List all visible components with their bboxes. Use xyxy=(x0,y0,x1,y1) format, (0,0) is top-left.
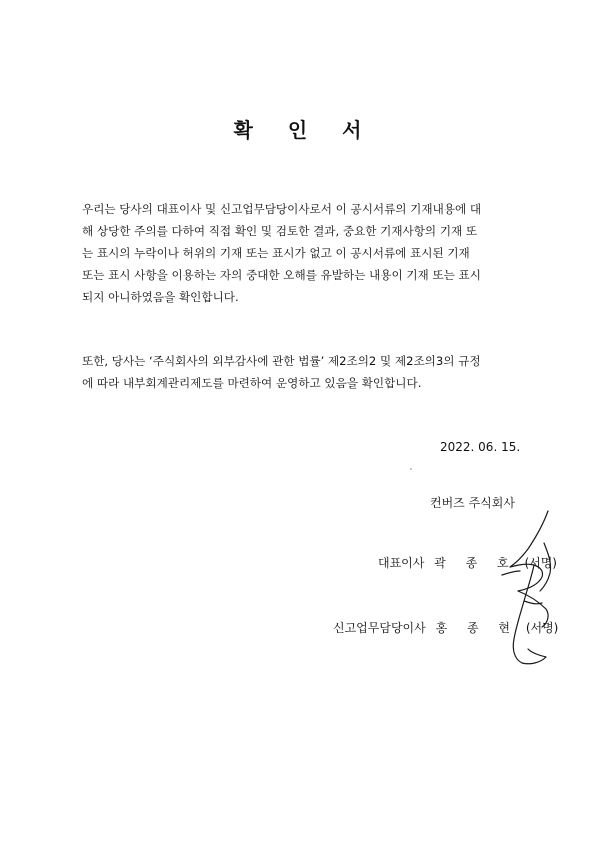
signature-stroke xyxy=(510,511,548,591)
signer-role: 대표이사 xyxy=(378,556,425,570)
signer-ceo xyxy=(378,554,557,571)
signature-stroke xyxy=(513,639,546,664)
paragraph-line: 해 상당한 주의를 다하여 직접 확인 및 검토한 결과, 중요한 기재사항의 기재 또 xyxy=(82,224,478,238)
document-title: 확 인 서 xyxy=(233,118,376,142)
handwritten-signature xyxy=(488,505,568,675)
paragraph-line: 는 표시의 누락이나 허위의 기재 또는 표시가 없고 이 공시서류에 표시된 기재 xyxy=(82,246,470,260)
signature-stroke xyxy=(502,571,520,575)
signer-name: 곽 종 호 xyxy=(434,556,517,570)
internal-control-paragraph xyxy=(82,350,518,394)
signer-disclosure-officer xyxy=(333,619,558,636)
company-name: 컨버즈 주식회사 xyxy=(430,496,515,510)
signature-mark-label: (서명) xyxy=(525,621,559,635)
confirmation-paragraph xyxy=(82,198,518,308)
paragraph-line: 또는 표시 사항을 이용하는 자의 중대한 오해를 유발하는 내용이 기재 또는 표시 xyxy=(82,268,481,282)
document-date: 2022. 06. 15. xyxy=(440,440,521,454)
paragraph-line: 우리는 당사의 대표이사 및 신고업무담당이사로서 이 공시서류의 기재내용에 대 xyxy=(82,202,482,216)
scan-speck xyxy=(410,468,412,470)
signer-name: 홍 종 현 xyxy=(435,621,518,635)
paragraph-line: 되지 아니하였음을 확인합니다. xyxy=(82,290,239,304)
paragraph-line: 에 따라 내부회계관리제도를 마련하여 운영하고 있음을 확인합니다. xyxy=(82,376,422,390)
signature-mark-label: (서명) xyxy=(524,556,557,570)
signer-role: 신고업무담당이사 xyxy=(333,621,426,635)
paragraph-line: 또한, 당사는 ‘주식회사의 외부감사에 관한 법률’ 제2조의2 및 제2조의3의 규정 xyxy=(82,354,481,368)
signature-stroke xyxy=(524,601,542,604)
